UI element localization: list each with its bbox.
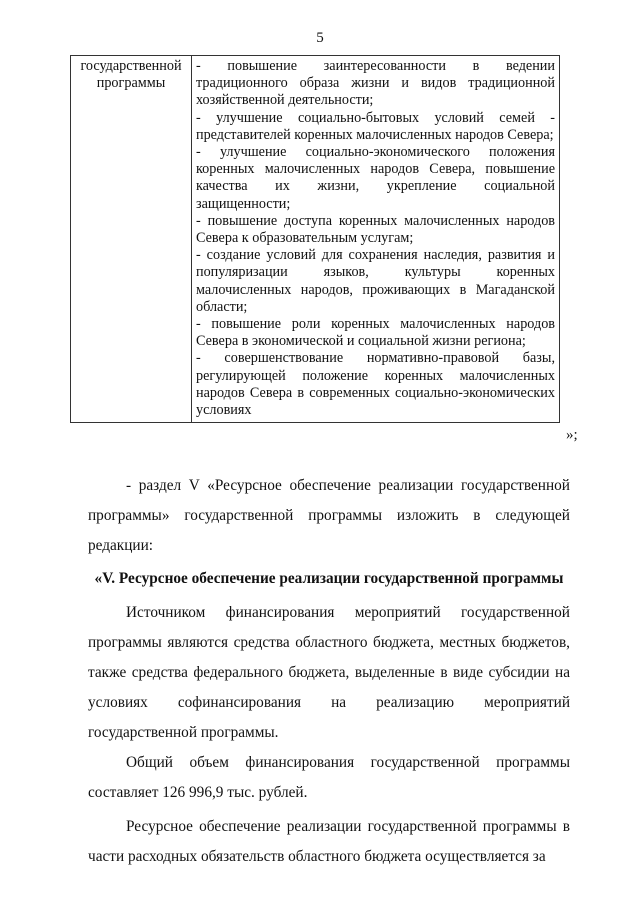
instruction-paragraph: - раздел V «Ресурсное обеспечение реализации государственной программы» государственной программы изложить в следующей редакции: bbox=[88, 477, 570, 554]
table-left-cell: государственной программы bbox=[71, 56, 192, 423]
paragraph-resource-provision: Ресурсное обеспечение реализации государственной программы в части расходных обязательств областного бюджета осуществляется за bbox=[88, 818, 570, 865]
goal-item: - повышение роли коренных малочисленных народов Севера в экономической и социальной жизни региона; bbox=[196, 316, 555, 350]
goal-item: - совершенствование нормативно-правовой базы, регулирующей положение коренных малочисленных народов Севера в современных социально-экономических условиях bbox=[196, 350, 555, 419]
section-heading: «V. Ресурсное обеспечение реализации государственной программы bbox=[94, 570, 564, 587]
goals-table-container bbox=[70, 55, 570, 423]
paragraph-financing-sources: Источником финансирования мероприятий государственной программы являются средства областного бюджета, местных бюджетов, также средства федерального бюджета, выделенные в виде субсидии на условиях софинансирования на реализацию мероприятий государственной программы. bbox=[88, 604, 570, 741]
closing-quote-mark: »; bbox=[566, 427, 578, 443]
paragraph-total-volume: Общий объем финансирования государственной программы составляет 126 996,9 тыс. рублей. bbox=[88, 754, 570, 801]
section-body bbox=[88, 598, 570, 872]
goal-item: - повышение заинтересованности в ведении традиционного образа жизни и видов традиционной хозяйственной деятельности; bbox=[196, 58, 555, 109]
table-right-cell bbox=[192, 56, 560, 423]
goal-item: - улучшение социально-бытовых условий семей - представителей коренных малочисленных народов Севера; bbox=[196, 109, 555, 143]
table-row bbox=[71, 56, 560, 423]
goal-item: - создание условий для сохранения наследия, развития и популяризации языков, культуры коренных малочисленных народов, проживающих в Магаданской области; bbox=[196, 247, 555, 315]
goal-item: - улучшение социально-экономического положения коренных малочисленных народов Севера, повышение качества их жизни, укрепление социальной защищенности; bbox=[196, 144, 555, 212]
goals-table bbox=[70, 55, 560, 423]
page-number: 5 bbox=[316, 30, 324, 46]
goal-item: - повышение доступа коренных малочисленных народов Севера к образовательным услугам; bbox=[196, 212, 555, 247]
instruction-block bbox=[88, 471, 570, 561]
